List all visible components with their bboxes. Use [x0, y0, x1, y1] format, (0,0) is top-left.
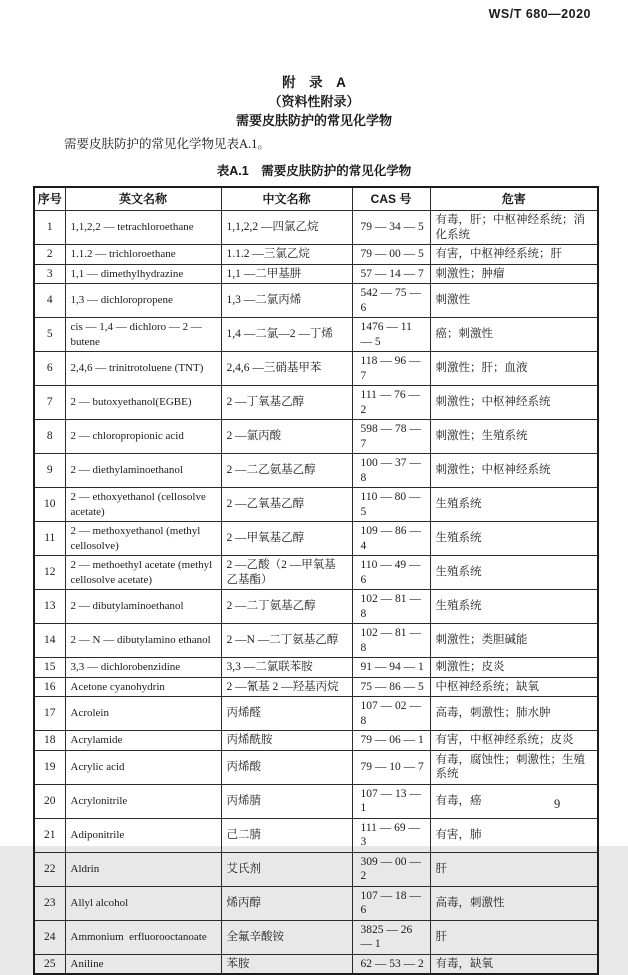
column-header: 英文名称 [65, 187, 221, 211]
cell-chinese-name: 艾氏剂 [221, 852, 352, 886]
cell-chinese-name: 1,4 —二氯—2 —丁烯 [221, 318, 352, 352]
table-row [34, 352, 598, 386]
cell-hazard: 刺激性；皮炎 [430, 658, 598, 678]
table-row [34, 658, 598, 678]
cell-chinese-name: 2 —丁氧基乙醇 [221, 386, 352, 420]
cell-index: 3 [34, 264, 65, 284]
intro-paragraph: 需要皮肤防护的常见化学物见表A.1。 [64, 137, 270, 151]
cell-cas-number: 598 — 78 — 7 [352, 420, 430, 454]
cell-index: 16 [34, 677, 65, 697]
cell-english-name: Ammonium erfluorooctanoate [65, 920, 221, 954]
cell-hazard: 高毒，刺激性 [430, 886, 598, 920]
table-row [34, 488, 598, 522]
appendix-title: 需要皮肤防护的常见化学物 [235, 113, 392, 128]
table-row [34, 284, 598, 318]
cell-cas-number: 79 — 34 — 5 [352, 211, 430, 245]
cell-chinese-name: 烯丙醇 [221, 886, 352, 920]
cell-english-name: 2 — diethylaminoethanol [65, 454, 221, 488]
table-row [34, 818, 598, 852]
table-row [34, 245, 598, 265]
cell-chinese-name: 丙烯酰胺 [221, 731, 352, 751]
cell-hazard: 有毒，缺氧 [430, 954, 598, 974]
table-row [34, 920, 598, 954]
cell-chinese-name: 2 —氰基 2 —羟基丙烷 [221, 677, 352, 697]
cell-hazard: 刺激性 [430, 284, 598, 318]
cell-chinese-name: 2 —乙酸（2 —甲氧基乙基酯） [221, 556, 352, 590]
cell-english-name: cis — 1,4 — dichloro — 2 — butene [65, 318, 221, 352]
cell-cas-number: 309 — 00 — 2 [352, 852, 430, 886]
cell-english-name: 3,3 — dichlorobenzidine [65, 658, 221, 678]
column-header: CAS 号 [352, 187, 430, 211]
cell-hazard: 刺激性；中枢神经系统 [430, 454, 598, 488]
cell-index: 15 [34, 658, 65, 678]
table-row [34, 852, 598, 886]
table-row [34, 697, 598, 731]
table-row [34, 318, 598, 352]
cell-index: 9 [34, 454, 65, 488]
table-row [34, 731, 598, 751]
cell-index: 17 [34, 697, 65, 731]
cell-chinese-name: 1,3 —二氯丙烯 [221, 284, 352, 318]
cell-cas-number: 3825 — 26 — 1 [352, 920, 430, 954]
cell-index: 20 [34, 784, 65, 818]
cell-cas-number: 79 — 10 — 7 [352, 750, 430, 784]
cell-chinese-name: 2 —二丁氨基乙醇 [221, 590, 352, 624]
cell-english-name: Allyl alcohol [65, 886, 221, 920]
cell-hazard: 有毒，癌 [430, 784, 598, 818]
cell-english-name: 2 — dibutylaminoethanol [65, 590, 221, 624]
cell-english-name: 2,4,6 — trinitrotoluene (TNT) [65, 352, 221, 386]
cell-hazard: 有害，中枢神经系统；皮炎 [430, 731, 598, 751]
cell-cas-number: 79 — 00 — 5 [352, 245, 430, 265]
table-body [34, 211, 598, 975]
table-row [34, 886, 598, 920]
cell-chinese-name: 全氟辛酸铵 [221, 920, 352, 954]
cell-cas-number: 542 — 75 — 6 [352, 284, 430, 318]
table-row [34, 556, 598, 590]
table-row [34, 750, 598, 784]
cell-cas-number: 75 — 86 — 5 [352, 677, 430, 697]
cell-cas-number: 102 — 81 — 8 [352, 624, 430, 658]
cell-hazard: 有毒，腐蚀性；刺激性；生殖系统 [430, 750, 598, 784]
cell-index: 4 [34, 284, 65, 318]
cell-hazard: 刺激性；肿瘤 [430, 264, 598, 284]
cell-cas-number: 110 — 49 — 6 [352, 556, 430, 590]
table-row [34, 386, 598, 420]
cell-english-name: Acrolein [65, 697, 221, 731]
cell-english-name: 2 — ethoxyethanol (cellosolve acetate) [65, 488, 221, 522]
cell-english-name: Acetone cyanohydrin [65, 677, 221, 697]
table-caption: 表A.1 需要皮肤防护的常见化学物 [216, 164, 412, 178]
cell-english-name: 2 — chloropropionic acid [65, 420, 221, 454]
cell-english-name: 2 — methoethyl acetate (methyl cellosolve acetate) [65, 556, 221, 590]
cell-chinese-name: 2 —二乙氨基乙醇 [221, 454, 352, 488]
cell-english-name: 1.1.2 — trichloroethane [65, 245, 221, 265]
cell-index: 11 [34, 522, 65, 556]
cell-index: 13 [34, 590, 65, 624]
cell-cas-number: 107 — 13 — 1 [352, 784, 430, 818]
cell-chinese-name: 苯胺 [221, 954, 352, 974]
cell-index: 22 [34, 852, 65, 886]
cell-cas-number: 107 — 02 — 8 [352, 697, 430, 731]
cell-index: 10 [34, 488, 65, 522]
cell-english-name: Acrylamide [65, 731, 221, 751]
table-row [34, 677, 598, 697]
cell-english-name: Aldrin [65, 852, 221, 886]
cell-hazard: 刺激性；肝；血液 [430, 352, 598, 386]
table-row [34, 624, 598, 658]
table-row [34, 454, 598, 488]
cell-cas-number: 1476 — 11 — 5 [352, 318, 430, 352]
cell-cas-number: 111 — 69 — 3 [352, 818, 430, 852]
cell-index: 1 [34, 211, 65, 245]
cell-hazard: 生殖系统 [430, 488, 598, 522]
chemicals-table [33, 186, 599, 975]
cell-index: 18 [34, 731, 65, 751]
cell-chinese-name: 己二腈 [221, 818, 352, 852]
cell-chinese-name: 丙烯酸 [221, 750, 352, 784]
cell-index: 7 [34, 386, 65, 420]
cell-chinese-name: 丙烯腈 [221, 784, 352, 818]
cell-index: 21 [34, 818, 65, 852]
cell-index: 2 [34, 245, 65, 265]
cell-hazard: 肝 [430, 852, 598, 886]
cell-cas-number: 118 — 96 — 7 [352, 352, 430, 386]
table-row [34, 522, 598, 556]
cell-cas-number: 102 — 81 — 8 [352, 590, 430, 624]
table-row [34, 420, 598, 454]
cell-index: 6 [34, 352, 65, 386]
appendix-subheading: （资料性附录） [268, 94, 360, 109]
cell-english-name: 1,1,2,2 — tetrachloroethane [65, 211, 221, 245]
cell-hazard: 高毒，刺激性；肺水肿 [430, 697, 598, 731]
cell-index: 8 [34, 420, 65, 454]
cell-cas-number: 107 — 18 — 6 [352, 886, 430, 920]
cell-hazard: 有害，中枢神经系统；肝 [430, 245, 598, 265]
cell-chinese-name: 1.1.2 —三氯乙烷 [221, 245, 352, 265]
column-header: 危害 [430, 187, 598, 211]
cell-english-name: 1,1 — dimethylhydrazine [65, 264, 221, 284]
cell-chinese-name: 2 —氯丙酸 [221, 420, 352, 454]
table-head [34, 187, 598, 211]
cell-index: 19 [34, 750, 65, 784]
page-number: 9 [554, 797, 561, 811]
cell-chinese-name: 2 —N —二丁氨基乙醇 [221, 624, 352, 658]
cell-index: 5 [34, 318, 65, 352]
cell-cas-number: 62 — 53 — 2 [352, 954, 430, 974]
cell-hazard: 生殖系统 [430, 556, 598, 590]
doc-code-header: WS/T 680—2020 [488, 7, 591, 21]
cell-chinese-name: 2,4,6 —三硝基甲苯 [221, 352, 352, 386]
cell-cas-number: 111 — 76 — 2 [352, 386, 430, 420]
column-header: 中文名称 [221, 187, 352, 211]
cell-english-name: 2 — butoxyethanol(EGBE) [65, 386, 221, 420]
cell-english-name: Acrylonitrile [65, 784, 221, 818]
cell-hazard: 生殖系统 [430, 522, 598, 556]
cell-hazard: 刺激性；中枢神经系统 [430, 386, 598, 420]
cell-index: 23 [34, 886, 65, 920]
cell-hazard: 生殖系统 [430, 590, 598, 624]
cell-english-name: Adiponitrile [65, 818, 221, 852]
cell-index: 25 [34, 954, 65, 974]
cell-cas-number: 91 — 94 — 1 [352, 658, 430, 678]
cell-english-name: Acrylic acid [65, 750, 221, 784]
table-header-row [34, 187, 598, 211]
cell-hazard: 刺激性；生殖系统 [430, 420, 598, 454]
cell-hazard: 肝 [430, 920, 598, 954]
table-row [34, 954, 598, 974]
table-row [34, 264, 598, 284]
cell-cas-number: 57 — 14 — 7 [352, 264, 430, 284]
cell-hazard: 癌；刺激性 [430, 318, 598, 352]
cell-cas-number: 100 — 37 — 8 [352, 454, 430, 488]
cell-chinese-name: 1,1,2,2 —四氯乙烷 [221, 211, 352, 245]
cell-chinese-name: 2 —乙氧基乙醇 [221, 488, 352, 522]
cell-index: 12 [34, 556, 65, 590]
table-row [34, 590, 598, 624]
cell-hazard: 有毒，肝；中枢神经系统；消化系统 [430, 211, 598, 245]
cell-hazard: 中枢神经系统；缺氧 [430, 677, 598, 697]
cell-hazard: 刺激性；类胆碱能 [430, 624, 598, 658]
table-row [34, 211, 598, 245]
cell-cas-number: 110 — 80 — 5 [352, 488, 430, 522]
cell-hazard: 有害，肺 [430, 818, 598, 852]
cell-english-name: 1,3 — dichloropropene [65, 284, 221, 318]
cell-cas-number: 79 — 06 — 1 [352, 731, 430, 751]
cell-chinese-name: 1,1 —二甲基肼 [221, 264, 352, 284]
cell-index: 24 [34, 920, 65, 954]
cell-english-name: 2 — methoxyethanol (methyl cellosolve) [65, 522, 221, 556]
table-row [34, 784, 598, 818]
column-header: 序号 [34, 187, 65, 211]
appendix-heading: 附 录 A [282, 75, 346, 90]
cell-english-name: 2 — N — dibutylamino ethanol [65, 624, 221, 658]
cell-chinese-name: 丙烯醛 [221, 697, 352, 731]
cell-index: 14 [34, 624, 65, 658]
cell-chinese-name: 3,3 —二氯联苯胺 [221, 658, 352, 678]
cell-chinese-name: 2 —甲氧基乙醇 [221, 522, 352, 556]
cell-cas-number: 109 — 86 — 4 [352, 522, 430, 556]
cell-english-name: Aniline [65, 954, 221, 974]
